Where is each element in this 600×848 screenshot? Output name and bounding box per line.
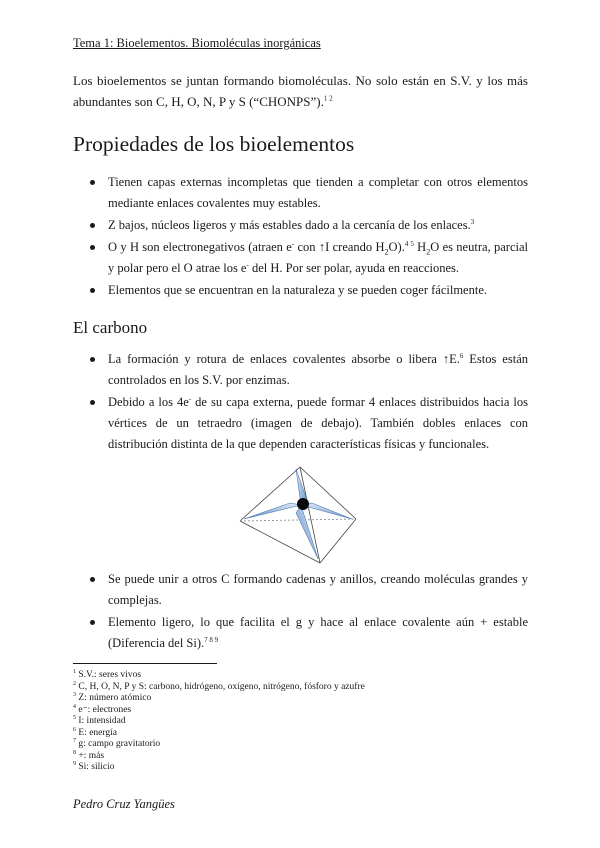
intro-text: Los bioelementos se juntan formando biomoléculas. No solo están en S.V. y los más abundantes son C, H, O, N, P y S (“CHONPS”).: [73, 73, 528, 109]
footnote: [73, 751, 365, 763]
bullet-icon: [90, 245, 95, 250]
footnote-number: 7: [73, 737, 76, 744]
subscript: 2: [384, 247, 389, 257]
list-item-text: del H. Por ser polar, ayuda en reacciones.: [248, 261, 460, 275]
list-item-refs: 7 8 9: [204, 635, 219, 644]
footnote-text: +: más: [78, 750, 105, 761]
carbon-list-continued: [90, 569, 528, 655]
list-item: [90, 172, 528, 214]
footnote: [73, 705, 365, 717]
list-item: [90, 237, 528, 279]
bullet-icon: [90, 577, 95, 582]
list-item: [90, 569, 528, 611]
superscript: -: [188, 394, 192, 403]
footnote-number: 5: [73, 714, 76, 721]
footnote-number: 1: [73, 668, 76, 675]
list-item: [90, 612, 528, 654]
list-item: [90, 215, 528, 236]
footnote: [73, 682, 365, 694]
footnotes: [73, 670, 365, 774]
carbon-list: [90, 349, 528, 456]
footnote-number: 8: [73, 749, 76, 756]
intro-refs: 1 2: [323, 94, 333, 103]
list-item-text: H: [413, 240, 427, 254]
list-item-text: O).: [388, 240, 405, 254]
footnote: [73, 739, 365, 751]
footnote: [73, 762, 365, 774]
author-footer: Pedro Cruz Yangües: [73, 797, 175, 811]
footnote-text: g: campo gravitatorio: [78, 739, 161, 749]
list-item-text: Elemento ligero, lo que facilita el g y hace al enlace covalente aún + estable (Diferencia del Si).: [108, 615, 528, 650]
list-item: [90, 349, 528, 391]
list-item-text: Debido a los 4e: [108, 395, 189, 409]
intro-paragraph: [73, 70, 528, 112]
footnote-text: Z: número atómico: [78, 693, 152, 703]
bond-lobes: [244, 469, 352, 559]
superscript: -: [246, 260, 249, 269]
list-item-refs: 3: [470, 217, 475, 226]
list-item: [90, 392, 528, 455]
bullet-icon: [90, 620, 95, 625]
bullet-icon: [90, 223, 95, 228]
list-item: [90, 280, 528, 301]
footnote-text: E: energía: [78, 727, 117, 738]
footnote: [73, 670, 365, 682]
tetrahedron-figure: [238, 463, 358, 567]
footnote-number: 4: [73, 703, 76, 710]
section-title-carbon: El carbono: [73, 318, 148, 337]
footnote: [73, 693, 365, 705]
list-item-text: La formación y rotura de enlaces covalentes absorbe o libera ↑E.: [108, 352, 460, 366]
list-item-text: con ↑I creando H: [294, 240, 385, 254]
list-item-text: Estos están controlados en los S.V. por enzimas.: [108, 352, 528, 387]
bullet-icon: [90, 357, 95, 362]
footnote-number: 3: [73, 691, 76, 698]
list-item-text: Z bajos, núcleos ligeros y más estables dado a la cercanía de los enlaces.: [108, 218, 471, 232]
footnote-text: Si: silicio: [78, 762, 115, 772]
list-item-text: O es neutra, parcial y polar pero el O atrae los e: [108, 240, 528, 275]
subscript: 2: [426, 247, 431, 257]
footnote-number: 2: [73, 680, 76, 687]
list-item-text: Elementos que se encuentran en la naturaleza y se pueden coger fácilmente.: [108, 283, 487, 297]
footnote-text: C, H, O, N, P y S: carbono, hidrógeno, oxígeno, nitrógeno, fósforo y azufre: [78, 681, 365, 692]
document-header: Tema 1: Bioelementos. Biomoléculas inorgánicas: [73, 36, 321, 50]
footnote-separator: [73, 663, 217, 664]
list-item-text: O y H son electronegativos (atraen e: [108, 240, 292, 254]
footnote-text: I: intensidad: [78, 716, 126, 726]
bullet-icon: [90, 180, 95, 185]
properties-list: [90, 172, 528, 302]
list-item-text: Tienen capas externas incompletas que tienden a completar con otros elementos mediante enlaces covalentes muy estables.: [108, 175, 528, 210]
section-title-properties: Propiedades de los bioelementos: [73, 132, 355, 156]
footnote-number: 9: [73, 760, 76, 767]
list-item-refs: 4 5: [404, 239, 414, 248]
list-item-text: Se puede unir a otros C formando cadenas y anillos, creando moléculas grandes y complejas.: [108, 572, 528, 607]
carbon-atom-icon: [297, 498, 309, 510]
superscript: -: [291, 239, 295, 248]
bullet-icon: [90, 288, 95, 293]
footnote: [73, 728, 365, 740]
footnote: [73, 716, 365, 728]
footnote-number: 6: [73, 726, 76, 733]
bullet-icon: [90, 400, 95, 405]
list-item-text: de su capa externa, puede formar 4 enlaces distribuidos hacia los vértices de un tetraedro (imagen de debajo). También dobles enlaces con distribución distinta de la que dependen características físicas y funcionales.: [108, 395, 528, 451]
list-item-refs: 6: [459, 351, 464, 360]
footnote-text: S.V.: seres vivos: [78, 670, 142, 680]
footnote-text: e⁻: electrones: [78, 704, 132, 715]
